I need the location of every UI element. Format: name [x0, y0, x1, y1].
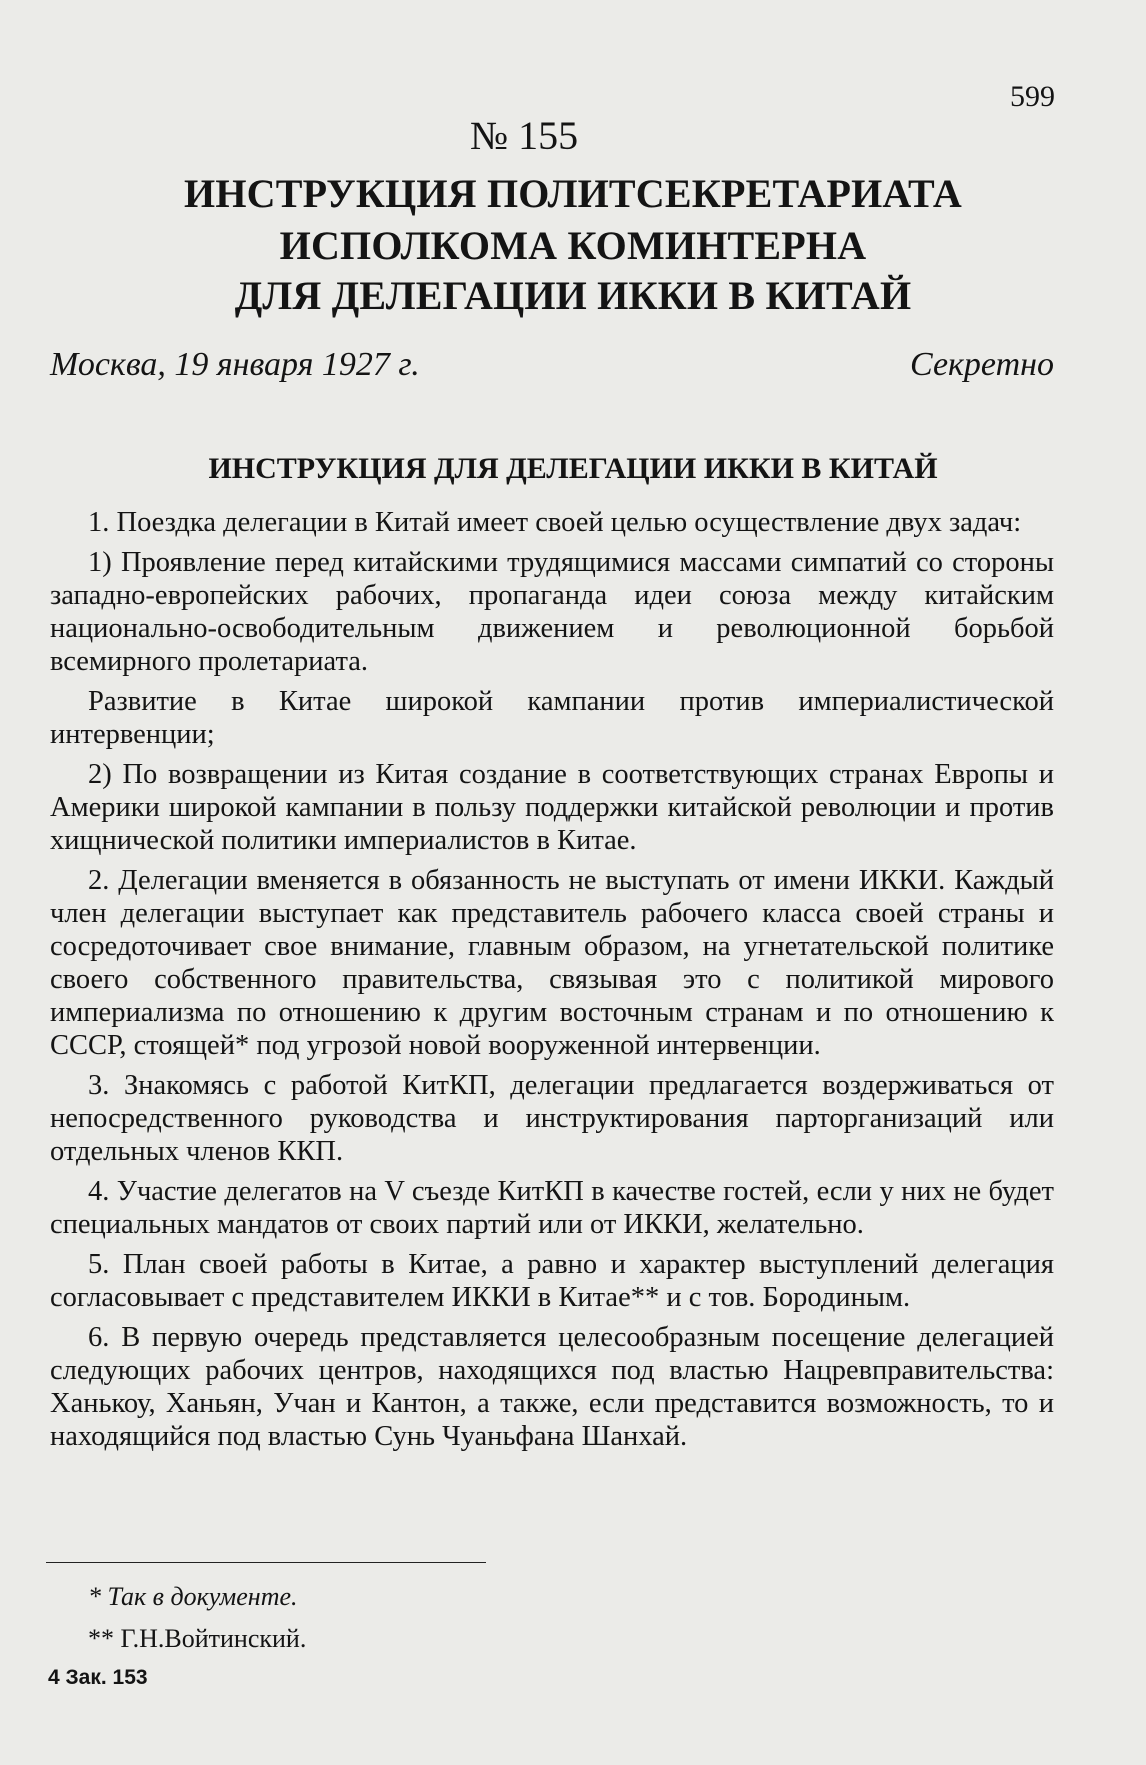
title-line-3: ДЛЯ ДЕЛЕГАЦИИ ИККИ В КИТАЙ: [234, 273, 912, 318]
printer-signature-mark: 4 Зак. 153: [48, 1666, 148, 1689]
paragraph: 6. В первую очередь представляется целесообразным посещение делегацией следующих рабочих центров, находящихся под властью Нацревправительства: Ханькоу, Ханьян, Учан и Кантон, а также, если представится возможность, то и находящийся под властью Сунь Чуаньфана Шанхай.: [50, 1322, 1054, 1452]
title-line-1: ИНСТРУКЦИЯ ПОЛИТСЕКРЕТАРИАТА: [184, 171, 962, 216]
paragraph: 5. План своей работы в Китае, а равно и характер выступлений делегация согласовывает с представителем ИККИ в Китае** и с тов. Бородиным.: [50, 1249, 1054, 1313]
footnote-1: * Так в документе.: [88, 1582, 298, 1611]
footnote-2: ** Г.Н.Войтинский.: [88, 1624, 307, 1653]
page-number: 599: [1010, 80, 1055, 113]
document-number: № 155: [470, 113, 579, 158]
instruction-heading: ИНСТРУКЦИЯ ДЛЯ ДЕЛЕГАЦИИ ИККИ В КИТАЙ: [208, 452, 938, 485]
footnote-divider: [46, 1562, 486, 1563]
paragraph: 3. Знакомясь с работой КитКП, делегации предлагается воздерживаться от непосредственного руководства и инструктирования парторганизаций или отдельных членов ККП.: [50, 1070, 1054, 1167]
paragraph: 2. Делегации вменяется в обязанность не выступать от имени ИККИ. Каждый член делегации выступает как представитель рабочего класса своей страны и сосредоточивает свое внимание, главным образом, на угнетательской политике своего собственного правительства, связывая это с политикой мирового империализма по отношению к другим восточным странам и по отношению к СССР, стоящей* под угрозой новой вооруженной интервенции.: [50, 865, 1054, 1061]
paragraph: Развитие в Китае широкой кампании против империалистической интервенции;: [50, 686, 1054, 750]
classification-mark: Секретно: [910, 346, 1054, 383]
paragraph: 4. Участие делегатов на V съезде КитКП в качестве гостей, если у них не будет специальных мандатов от своих партий или от ИККИ, желательно.: [50, 1176, 1054, 1240]
paragraph: 2) По возвращении из Китая создание в соответствующих странах Европы и Америки широкой кампании в пользу поддержки китайской революции и против хищнической политики империалистов в Китае.: [50, 759, 1054, 856]
body-text: [50, 506, 1054, 1460]
place-date: Москва, 19 января 1927 г.: [50, 346, 420, 383]
title-line-2: ИСПОЛКОМА КОМИНТЕРНА: [279, 223, 867, 268]
paragraph: 1. Поездка делегации в Китай имеет своей целью осуществление двух задач:: [88, 507, 1022, 538]
paragraph: 1) Проявление перед китайскими трудящимися массами симпатий со стороны западно-европейских рабочих, пропаганда идеи союза между китайским национально-освободительным движением и революционной борьбой всемирного пролетариата.: [50, 547, 1054, 677]
